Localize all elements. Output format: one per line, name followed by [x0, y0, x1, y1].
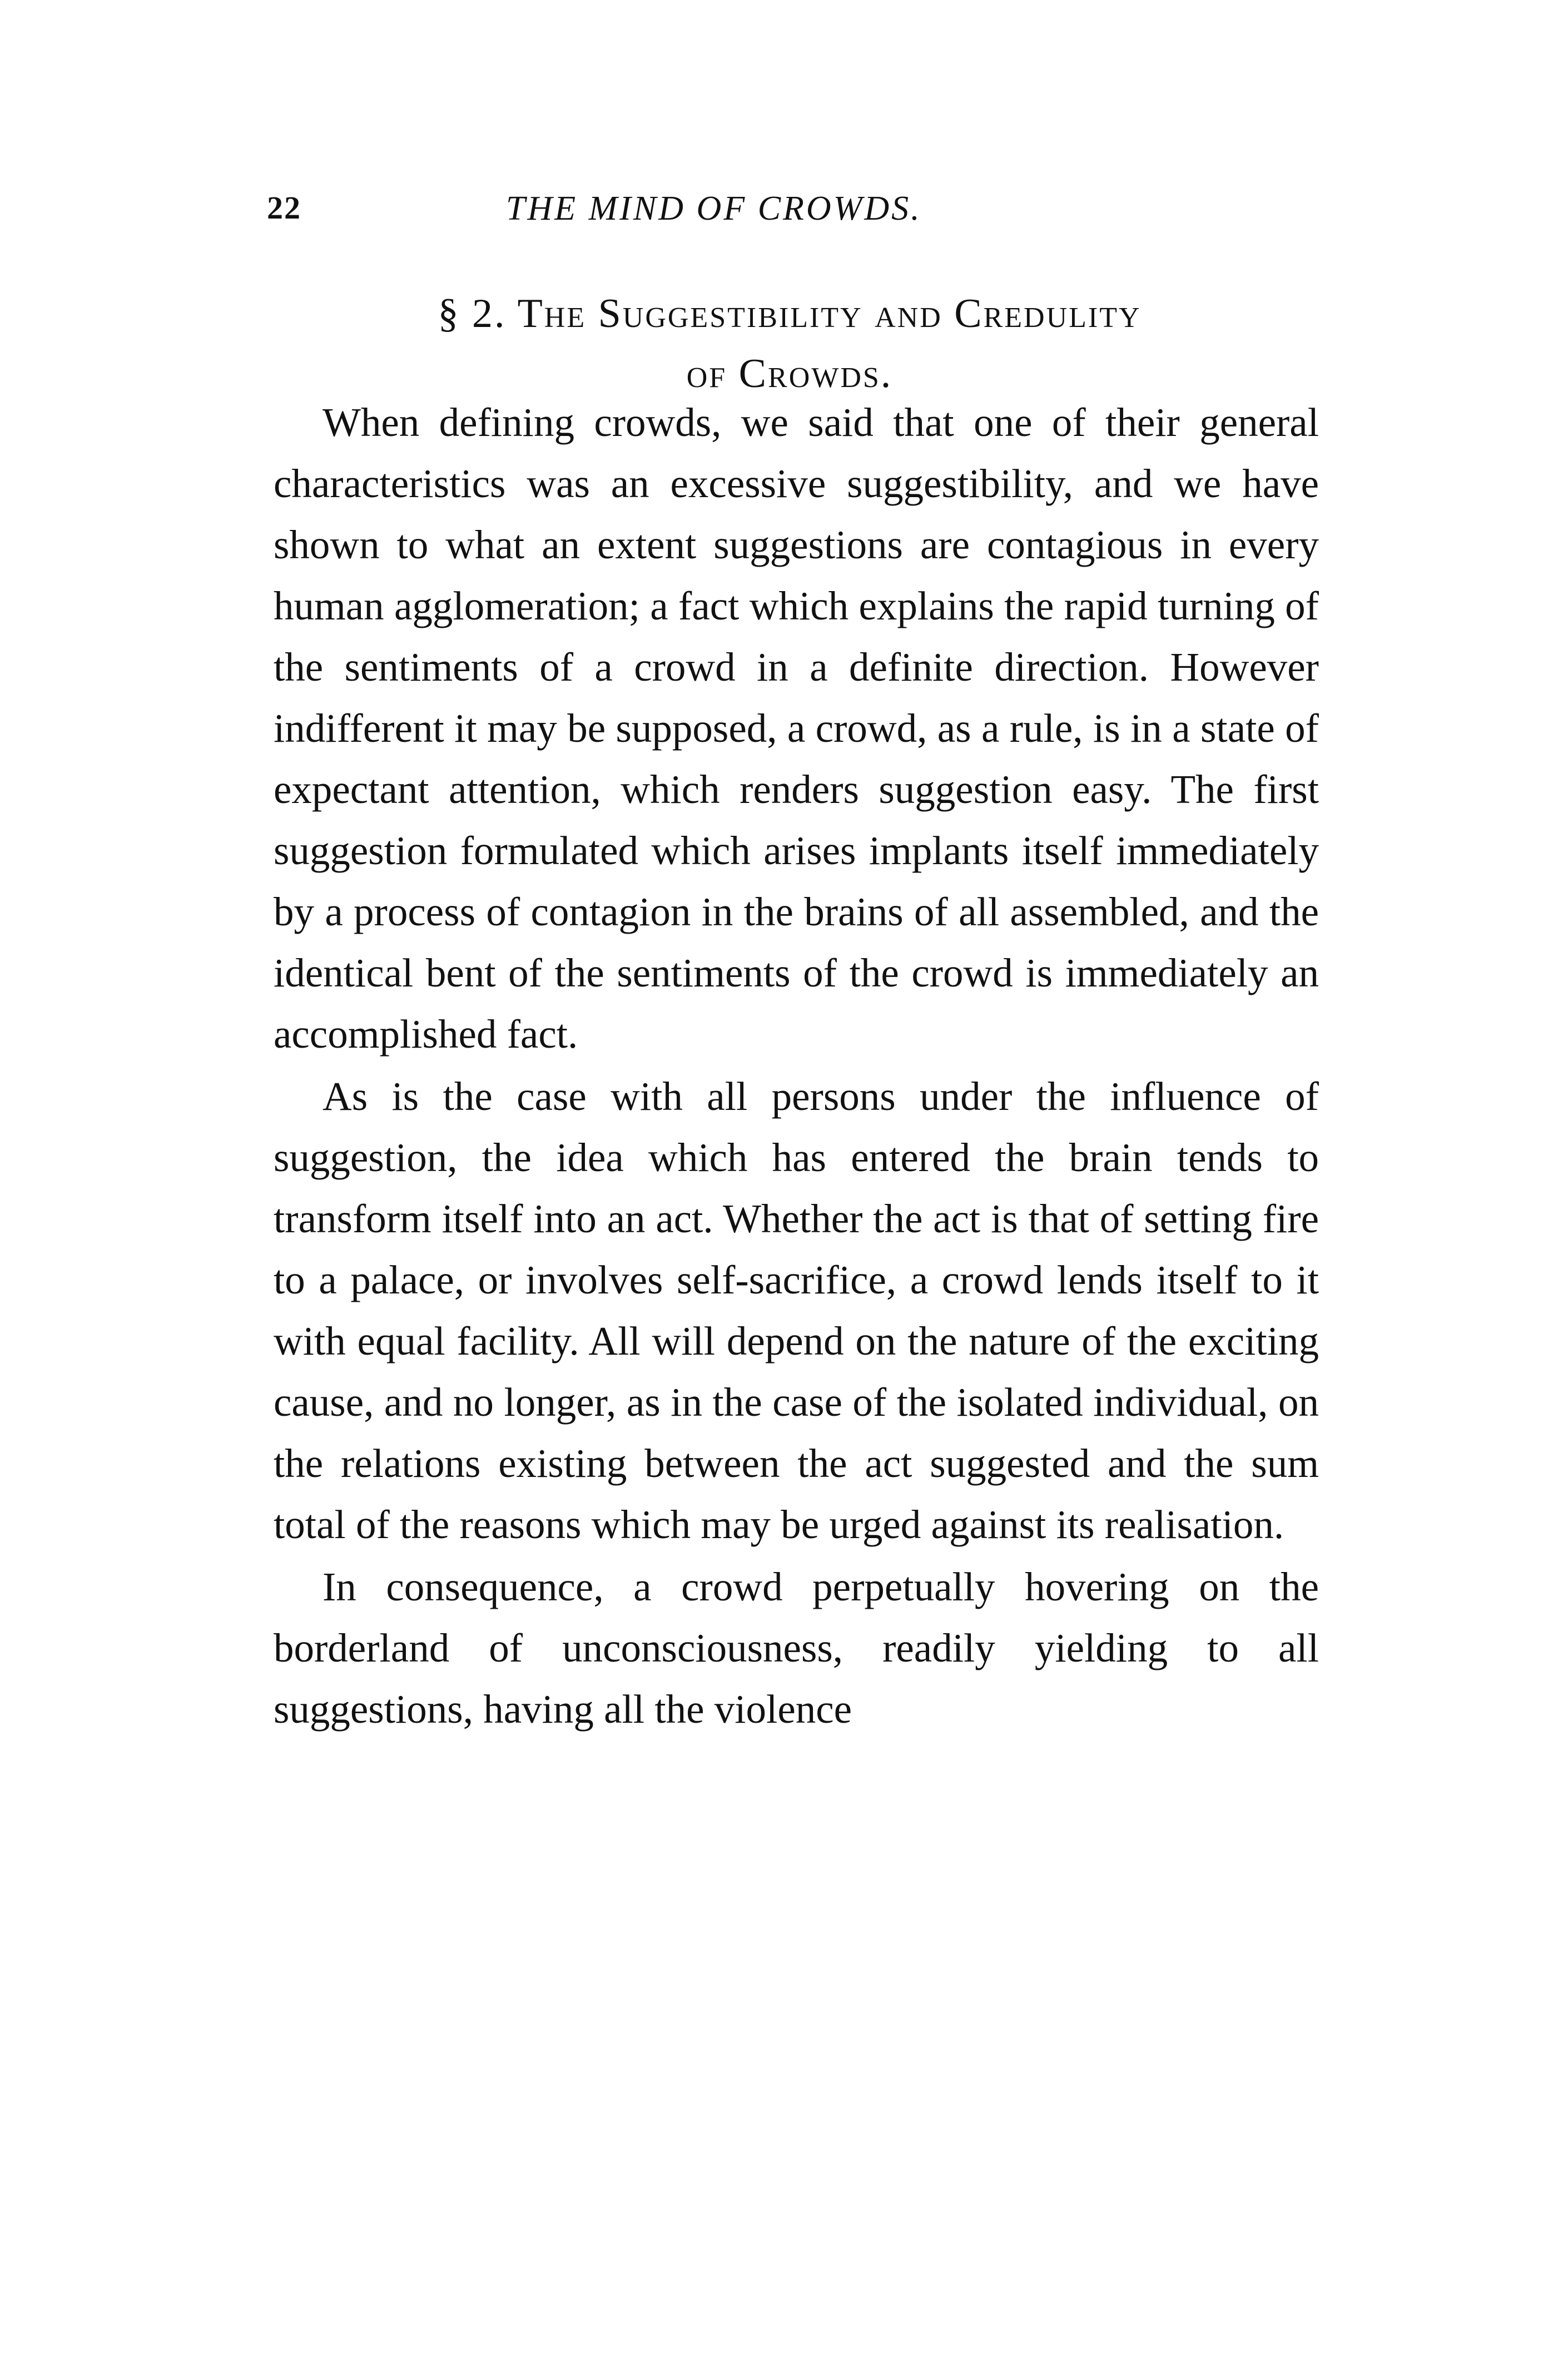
paragraph-2: As is the case with all persons under the influence of suggestion, the idea which has entered the brain tends to transform itself into an act. Whether the act is that of setting fire to a palace, or involves self-sacrifice, a crowd lends itself to it with equal facility. All will depend on the nature of the exciting cause, and no longer, as in the case of the isolated individual, on the relations existing between the act suggested and the sum total of the reasons which may be urged against its realisation. — [274, 1074, 1319, 1547]
page-number: 22 — [267, 190, 301, 226]
paragraph-3: In consequence, a crowd perpetually hovering on the borderland of unconsciousness, readily yielding to all suggestions, having all the violence — [274, 1564, 1319, 1732]
section-heading — [261, 284, 1318, 404]
running-head — [267, 189, 1323, 234]
section-heading-line-1: § 2. The Suggestibility and Credulity — [438, 291, 1142, 336]
paragraph-1: When defining crowds, we said that one of their general characteristics was an excessive suggestibility, and we have shown to what an extent suggestions are contagious in every human agglomeration; a fact which explains the rapid turning of the sentiments of a crowd in a definite direction. However indifferent it may be supposed, a crowd, as a rule, is in a state of expectant attention, which renders suggestion easy. The first suggestion formulated which arises implants itself immediately by a process of contagion in the brains of all assembled, and the identical bent of the sentiments of the crowd is immediately an accomplished fact. — [274, 400, 1319, 1057]
running-title: THE MIND OF CROWDS. — [506, 190, 922, 227]
body-text — [274, 392, 1319, 1740]
section-heading-line-2: of Crowds. — [686, 351, 893, 396]
